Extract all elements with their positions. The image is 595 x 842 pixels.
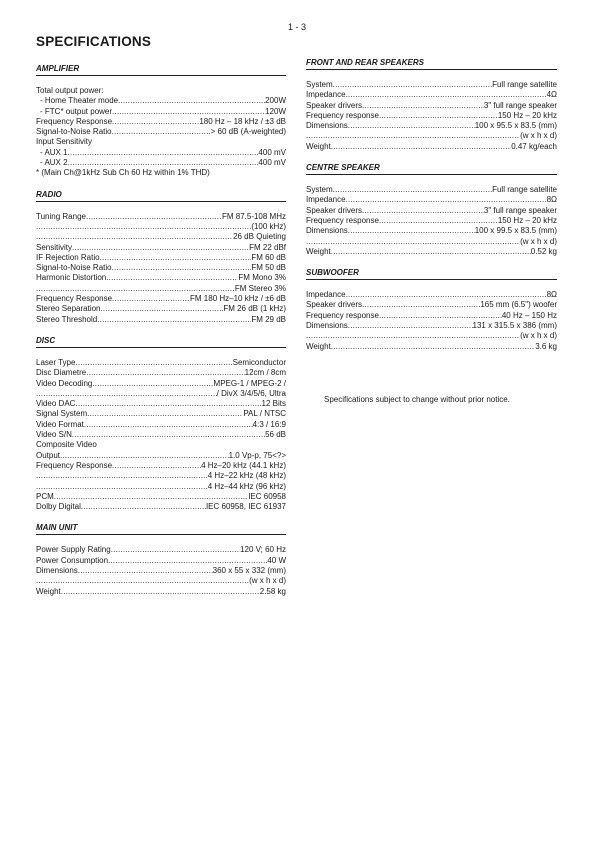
section-heading: FRONT AND REAR SPEAKERS bbox=[306, 58, 557, 70]
spec-value: PAL / NTSC bbox=[243, 409, 286, 419]
spec-value: FM 26 dB (1 kHz) bbox=[223, 304, 286, 314]
spec-label: Disc Diametre bbox=[36, 368, 87, 378]
spec-row bbox=[36, 158, 286, 168]
spec-row bbox=[36, 222, 286, 232]
spec-row bbox=[306, 290, 557, 300]
dot-leader bbox=[60, 451, 229, 461]
spec-value: FM 87.5-108 MHz bbox=[221, 211, 286, 221]
spec-value: 1.0 Vp-p, 75<?> bbox=[228, 450, 286, 460]
spec-row bbox=[306, 247, 557, 257]
spec-label: - AUX 2 bbox=[40, 158, 68, 168]
spec-row bbox=[306, 142, 557, 152]
spec-row bbox=[36, 107, 286, 117]
dot-leader bbox=[75, 358, 232, 368]
spec-value: FM 180 Hz–10 kHz / ±6 dB bbox=[190, 294, 286, 304]
spec-section-front-and-rear-speakers bbox=[306, 58, 557, 152]
spec-label: Signal-to-Noise Ratio bbox=[36, 127, 112, 137]
spec-label: Weight bbox=[306, 246, 331, 256]
spec-row bbox=[36, 232, 286, 242]
spec-row bbox=[36, 212, 286, 222]
spec-value: 150 Hz – 20 kHz bbox=[497, 215, 557, 225]
dot-leader bbox=[78, 566, 213, 576]
spec-value: 40 W bbox=[267, 555, 286, 565]
spec-row bbox=[306, 111, 557, 121]
dot-leader bbox=[379, 111, 498, 121]
spec-rows bbox=[306, 290, 557, 352]
spec-row bbox=[36, 399, 286, 409]
spec-row bbox=[36, 492, 286, 502]
spec-row bbox=[306, 206, 557, 216]
spec-row bbox=[306, 226, 557, 236]
dot-leader bbox=[84, 420, 253, 430]
dot-leader bbox=[106, 273, 238, 283]
dot-leader bbox=[333, 80, 492, 90]
spec-value: 400 mV bbox=[258, 158, 286, 168]
spec-label: Tuning Range bbox=[36, 211, 86, 221]
dot-leader bbox=[348, 226, 475, 236]
dot-leader bbox=[36, 471, 208, 481]
spec-label: IF Rejection Ratio bbox=[36, 252, 100, 262]
dot-leader bbox=[101, 304, 224, 314]
dot-leader bbox=[346, 290, 547, 300]
dot-leader bbox=[348, 121, 475, 131]
section-heading: CENTRE SPEAKER bbox=[306, 163, 557, 175]
spec-label: Power Supply Rating bbox=[36, 545, 111, 555]
spec-value: 100 x 99.5 x 83.5 (mm) bbox=[474, 226, 557, 236]
spec-label: Frequency Response bbox=[36, 294, 113, 304]
spec-row bbox=[36, 430, 286, 440]
spec-row bbox=[36, 294, 286, 304]
dot-leader bbox=[306, 131, 520, 141]
spec-label: - Home Theater mode bbox=[40, 96, 119, 106]
spec-label: Dimensions bbox=[306, 321, 348, 331]
dot-leader bbox=[348, 321, 473, 331]
spec-value: 12cm / 8cm bbox=[244, 368, 286, 378]
spec-row bbox=[36, 451, 286, 461]
section-heading: AMPLIFIER bbox=[36, 64, 286, 76]
spec-value: MPEG-1 / MPEG-2 / bbox=[213, 378, 286, 388]
page-title: SPECIFICATIONS bbox=[36, 34, 152, 49]
spec-text-line: Input Sensitivity bbox=[36, 137, 93, 147]
spec-row bbox=[36, 117, 286, 127]
spec-row bbox=[306, 237, 557, 247]
spec-label: Power Consumption bbox=[36, 555, 109, 565]
spec-value: > 60 dB (A-weighted) bbox=[210, 127, 286, 137]
dot-leader bbox=[112, 127, 211, 137]
dot-leader bbox=[362, 206, 484, 216]
spec-label: Dolby Digital bbox=[36, 502, 81, 512]
section-heading: MAIN UNIT bbox=[36, 523, 286, 535]
spec-row bbox=[36, 556, 286, 566]
spec-row bbox=[36, 502, 286, 512]
spec-label: Signal System bbox=[36, 409, 88, 419]
spec-row bbox=[306, 121, 557, 131]
spec-row bbox=[306, 300, 557, 310]
spec-label: Video Format bbox=[36, 419, 84, 429]
spec-value: Semiconductor bbox=[232, 357, 286, 367]
dot-leader bbox=[346, 195, 547, 205]
spec-value: 150 Hz – 20 kHz bbox=[497, 110, 557, 120]
spec-value: 131 x 315.5 x 386 (mm) bbox=[472, 321, 557, 331]
spec-row bbox=[306, 195, 557, 205]
dot-leader bbox=[36, 284, 235, 294]
spec-row bbox=[306, 131, 557, 141]
spec-row bbox=[306, 216, 557, 226]
spec-row bbox=[36, 243, 286, 253]
spec-row bbox=[36, 576, 286, 586]
spec-text-line: * (Main Ch@1kHz Sub Ch 60 Hz within 1% THD) bbox=[36, 168, 210, 178]
spec-value: (100 kHz) bbox=[251, 221, 286, 231]
spec-value: 2.58 kg bbox=[259, 586, 286, 596]
spec-row bbox=[306, 90, 557, 100]
spec-row bbox=[36, 304, 286, 314]
right-column bbox=[306, 58, 557, 363]
spec-label: - FTC* output power bbox=[40, 106, 113, 116]
spec-row bbox=[36, 566, 286, 576]
dot-leader bbox=[87, 409, 243, 419]
spec-value: 4:3 / 16:9 bbox=[252, 419, 286, 429]
spec-row bbox=[36, 379, 286, 389]
dot-leader bbox=[111, 545, 240, 555]
dot-leader bbox=[72, 243, 249, 253]
spec-label: PCM bbox=[36, 491, 54, 501]
spec-value: FM Mono 3% bbox=[238, 273, 286, 283]
spec-value: 360 x 55 x 332 (mm) bbox=[212, 565, 286, 575]
spec-row bbox=[36, 545, 286, 555]
spec-value: FM 50 dB bbox=[251, 263, 286, 273]
dot-leader bbox=[75, 399, 261, 409]
spec-label: Laser Type bbox=[36, 357, 76, 367]
dot-leader bbox=[36, 232, 233, 242]
spec-label: Weight bbox=[306, 341, 331, 351]
spec-value: 200W bbox=[265, 96, 286, 106]
spec-section-disc bbox=[36, 336, 286, 512]
dot-leader bbox=[306, 331, 520, 341]
spec-row bbox=[306, 101, 557, 111]
dot-leader bbox=[112, 117, 199, 127]
spec-row bbox=[36, 409, 286, 419]
dot-leader bbox=[97, 315, 251, 325]
spec-value: Full range satellite bbox=[492, 185, 557, 195]
spec-value: 3" full range speaker bbox=[483, 205, 557, 215]
spec-label: Stereo Separation bbox=[36, 304, 101, 314]
spec-row bbox=[306, 331, 557, 341]
spec-label: Sensitivity bbox=[36, 242, 73, 252]
spec-label: Speaker drivers bbox=[306, 100, 363, 110]
spec-value: (w x h x d) bbox=[520, 236, 557, 246]
spec-value: (w x h x d) bbox=[249, 576, 286, 586]
spec-row bbox=[36, 253, 286, 263]
spec-value: 165 mm (6.5") woofer bbox=[480, 300, 557, 310]
spec-rows bbox=[306, 185, 557, 257]
spec-value: 3.6 kg bbox=[535, 341, 557, 351]
spec-row bbox=[36, 315, 286, 325]
dot-leader bbox=[362, 101, 484, 111]
spec-value: FM 60 dB bbox=[251, 252, 286, 262]
spec-row bbox=[36, 389, 286, 399]
spec-row bbox=[36, 587, 286, 597]
dot-leader bbox=[100, 253, 252, 263]
spec-label: System bbox=[306, 185, 333, 195]
spec-label: System bbox=[306, 80, 333, 89]
spec-label: Video DAC bbox=[36, 399, 76, 409]
spec-value: 0.47 kg/each bbox=[511, 141, 557, 151]
disclaimer-note: Specifications subject to change without prior notice. bbox=[324, 395, 510, 404]
spec-value: FM Stereo 3% bbox=[234, 283, 286, 293]
spec-label: Speaker drivers bbox=[306, 300, 363, 310]
section-heading: RADIO bbox=[36, 190, 286, 202]
dot-leader bbox=[379, 216, 498, 226]
spec-value: IEC 60958, IEC 61937 bbox=[205, 502, 286, 512]
dot-leader bbox=[362, 300, 480, 310]
spec-row bbox=[36, 461, 286, 471]
spec-row bbox=[36, 127, 286, 137]
left-column bbox=[36, 64, 286, 608]
spec-row bbox=[306, 342, 557, 352]
spec-label: Frequency Response bbox=[36, 460, 113, 470]
spec-value: FM 29 dB bbox=[251, 314, 286, 324]
spec-value: Full range satellite bbox=[492, 80, 557, 89]
dot-leader bbox=[36, 576, 249, 586]
spec-label: Output bbox=[36, 450, 61, 460]
spec-row bbox=[36, 96, 286, 106]
spec-label: Frequency response bbox=[306, 110, 379, 120]
spec-row bbox=[306, 311, 557, 321]
dot-leader bbox=[61, 587, 260, 597]
spec-label: Signal-to-Noise Ratio bbox=[36, 263, 112, 273]
spec-row bbox=[36, 263, 286, 273]
spec-label: Weight bbox=[306, 141, 331, 151]
dot-leader bbox=[68, 158, 259, 168]
dot-leader bbox=[112, 107, 265, 117]
spec-row bbox=[36, 482, 286, 492]
spec-row bbox=[36, 284, 286, 294]
section-heading: SUBWOOFER bbox=[306, 268, 557, 280]
spec-label: Frequency response bbox=[306, 310, 379, 320]
spec-value: 4 Hz–22 kHz (48 kHz) bbox=[207, 471, 286, 481]
spec-row bbox=[36, 358, 286, 368]
spec-value: 4 Hz–44 kHz (96 kHz) bbox=[207, 481, 286, 491]
dot-leader bbox=[36, 222, 251, 232]
dot-leader bbox=[86, 212, 222, 222]
dot-leader bbox=[86, 368, 244, 378]
spec-value: 4 Hz–20 kHz (44.1 kHz) bbox=[201, 460, 286, 470]
spec-text-line: Composite Video bbox=[36, 440, 97, 450]
spec-value: 40 Hz – 150 Hz bbox=[501, 310, 557, 320]
spec-label: Stereo Threshold bbox=[36, 314, 98, 324]
spec-label: Speaker drivers bbox=[306, 205, 363, 215]
spec-rows bbox=[36, 358, 286, 512]
spec-row bbox=[306, 80, 557, 90]
spec-label: Weight bbox=[36, 586, 61, 596]
spec-value: (w x h x d) bbox=[520, 131, 557, 141]
spec-label: Dimensions bbox=[306, 121, 348, 131]
dot-leader bbox=[331, 247, 531, 257]
dot-leader bbox=[108, 556, 267, 566]
dot-leader bbox=[379, 311, 502, 321]
page-number: 1 - 3 bbox=[288, 22, 307, 32]
spec-text-line: Total output power: bbox=[36, 86, 104, 95]
spec-value: 100 x 95.5 x 83.5 (mm) bbox=[474, 121, 557, 131]
spec-label: Impedance bbox=[306, 195, 346, 205]
spec-label: Video Decoding bbox=[36, 378, 93, 388]
spec-rows bbox=[306, 80, 557, 152]
spec-label: Impedance bbox=[306, 90, 346, 100]
spec-label: Frequency Response bbox=[36, 116, 113, 126]
dot-leader bbox=[81, 502, 206, 512]
spec-rows bbox=[36, 545, 286, 596]
dot-leader bbox=[68, 148, 259, 158]
spec-section-amplifier bbox=[36, 64, 286, 179]
dot-leader bbox=[112, 294, 190, 304]
spec-value: 8Ω bbox=[546, 195, 557, 205]
spec-row bbox=[36, 420, 286, 430]
spec-value: 4Ω bbox=[546, 90, 557, 100]
dot-leader bbox=[118, 96, 265, 106]
spec-row bbox=[306, 185, 557, 195]
spec-value: 120W bbox=[265, 106, 286, 116]
spec-section-main-unit bbox=[36, 523, 286, 596]
spec-label: Harmonic Distortion bbox=[36, 273, 107, 283]
spec-value: 8Ω bbox=[546, 290, 557, 300]
dot-leader bbox=[333, 185, 492, 195]
dot-leader bbox=[331, 142, 511, 152]
spec-value: 400 mV bbox=[258, 147, 286, 157]
spec-label: Frequency response bbox=[306, 215, 379, 225]
dot-leader bbox=[331, 342, 535, 352]
spec-rows bbox=[36, 212, 286, 325]
spec-row bbox=[36, 368, 286, 378]
spec-value: 56 dB bbox=[265, 430, 286, 440]
spec-label: Impedance bbox=[306, 290, 346, 300]
spec-row bbox=[36, 148, 286, 158]
spec-row bbox=[36, 273, 286, 283]
dot-leader bbox=[306, 237, 520, 247]
dot-leader bbox=[54, 492, 248, 502]
spec-label: Dimensions bbox=[36, 565, 78, 575]
spec-label: - AUX 1 bbox=[40, 147, 68, 157]
dot-leader bbox=[36, 482, 208, 492]
dot-leader bbox=[36, 389, 217, 399]
spec-label: Video S/N bbox=[36, 430, 72, 440]
spec-value: / DivX 3/4/5/6, Ultra bbox=[216, 388, 286, 398]
spec-rows bbox=[36, 86, 286, 179]
dot-leader bbox=[92, 379, 213, 389]
spec-value: 120 V; 60 Hz bbox=[240, 545, 286, 555]
dot-leader bbox=[72, 430, 265, 440]
spec-row bbox=[306, 321, 557, 331]
spec-value: 180 Hz – 18 kHz / ±3 dB bbox=[199, 116, 286, 126]
spec-value: 12 Bits bbox=[261, 399, 286, 409]
spec-value: 0.52 kg bbox=[530, 246, 557, 256]
dot-leader bbox=[346, 90, 547, 100]
spec-row bbox=[36, 471, 286, 481]
section-heading: DISC bbox=[36, 336, 286, 348]
dot-leader bbox=[112, 461, 201, 471]
spec-section-centre-speaker bbox=[306, 163, 557, 257]
spec-value: 3" full range speaker bbox=[483, 100, 557, 110]
spec-section-subwoofer bbox=[306, 268, 557, 352]
spec-section-radio bbox=[36, 190, 286, 325]
spec-value: (w x h x d) bbox=[520, 331, 557, 341]
spec-label: Dimensions bbox=[306, 226, 348, 236]
dot-leader bbox=[112, 263, 252, 273]
spec-value: IEC 60958 bbox=[248, 491, 286, 501]
spec-value: 26 dB Quieting bbox=[233, 232, 286, 242]
spec-value: FM 22 dBf bbox=[249, 242, 286, 252]
